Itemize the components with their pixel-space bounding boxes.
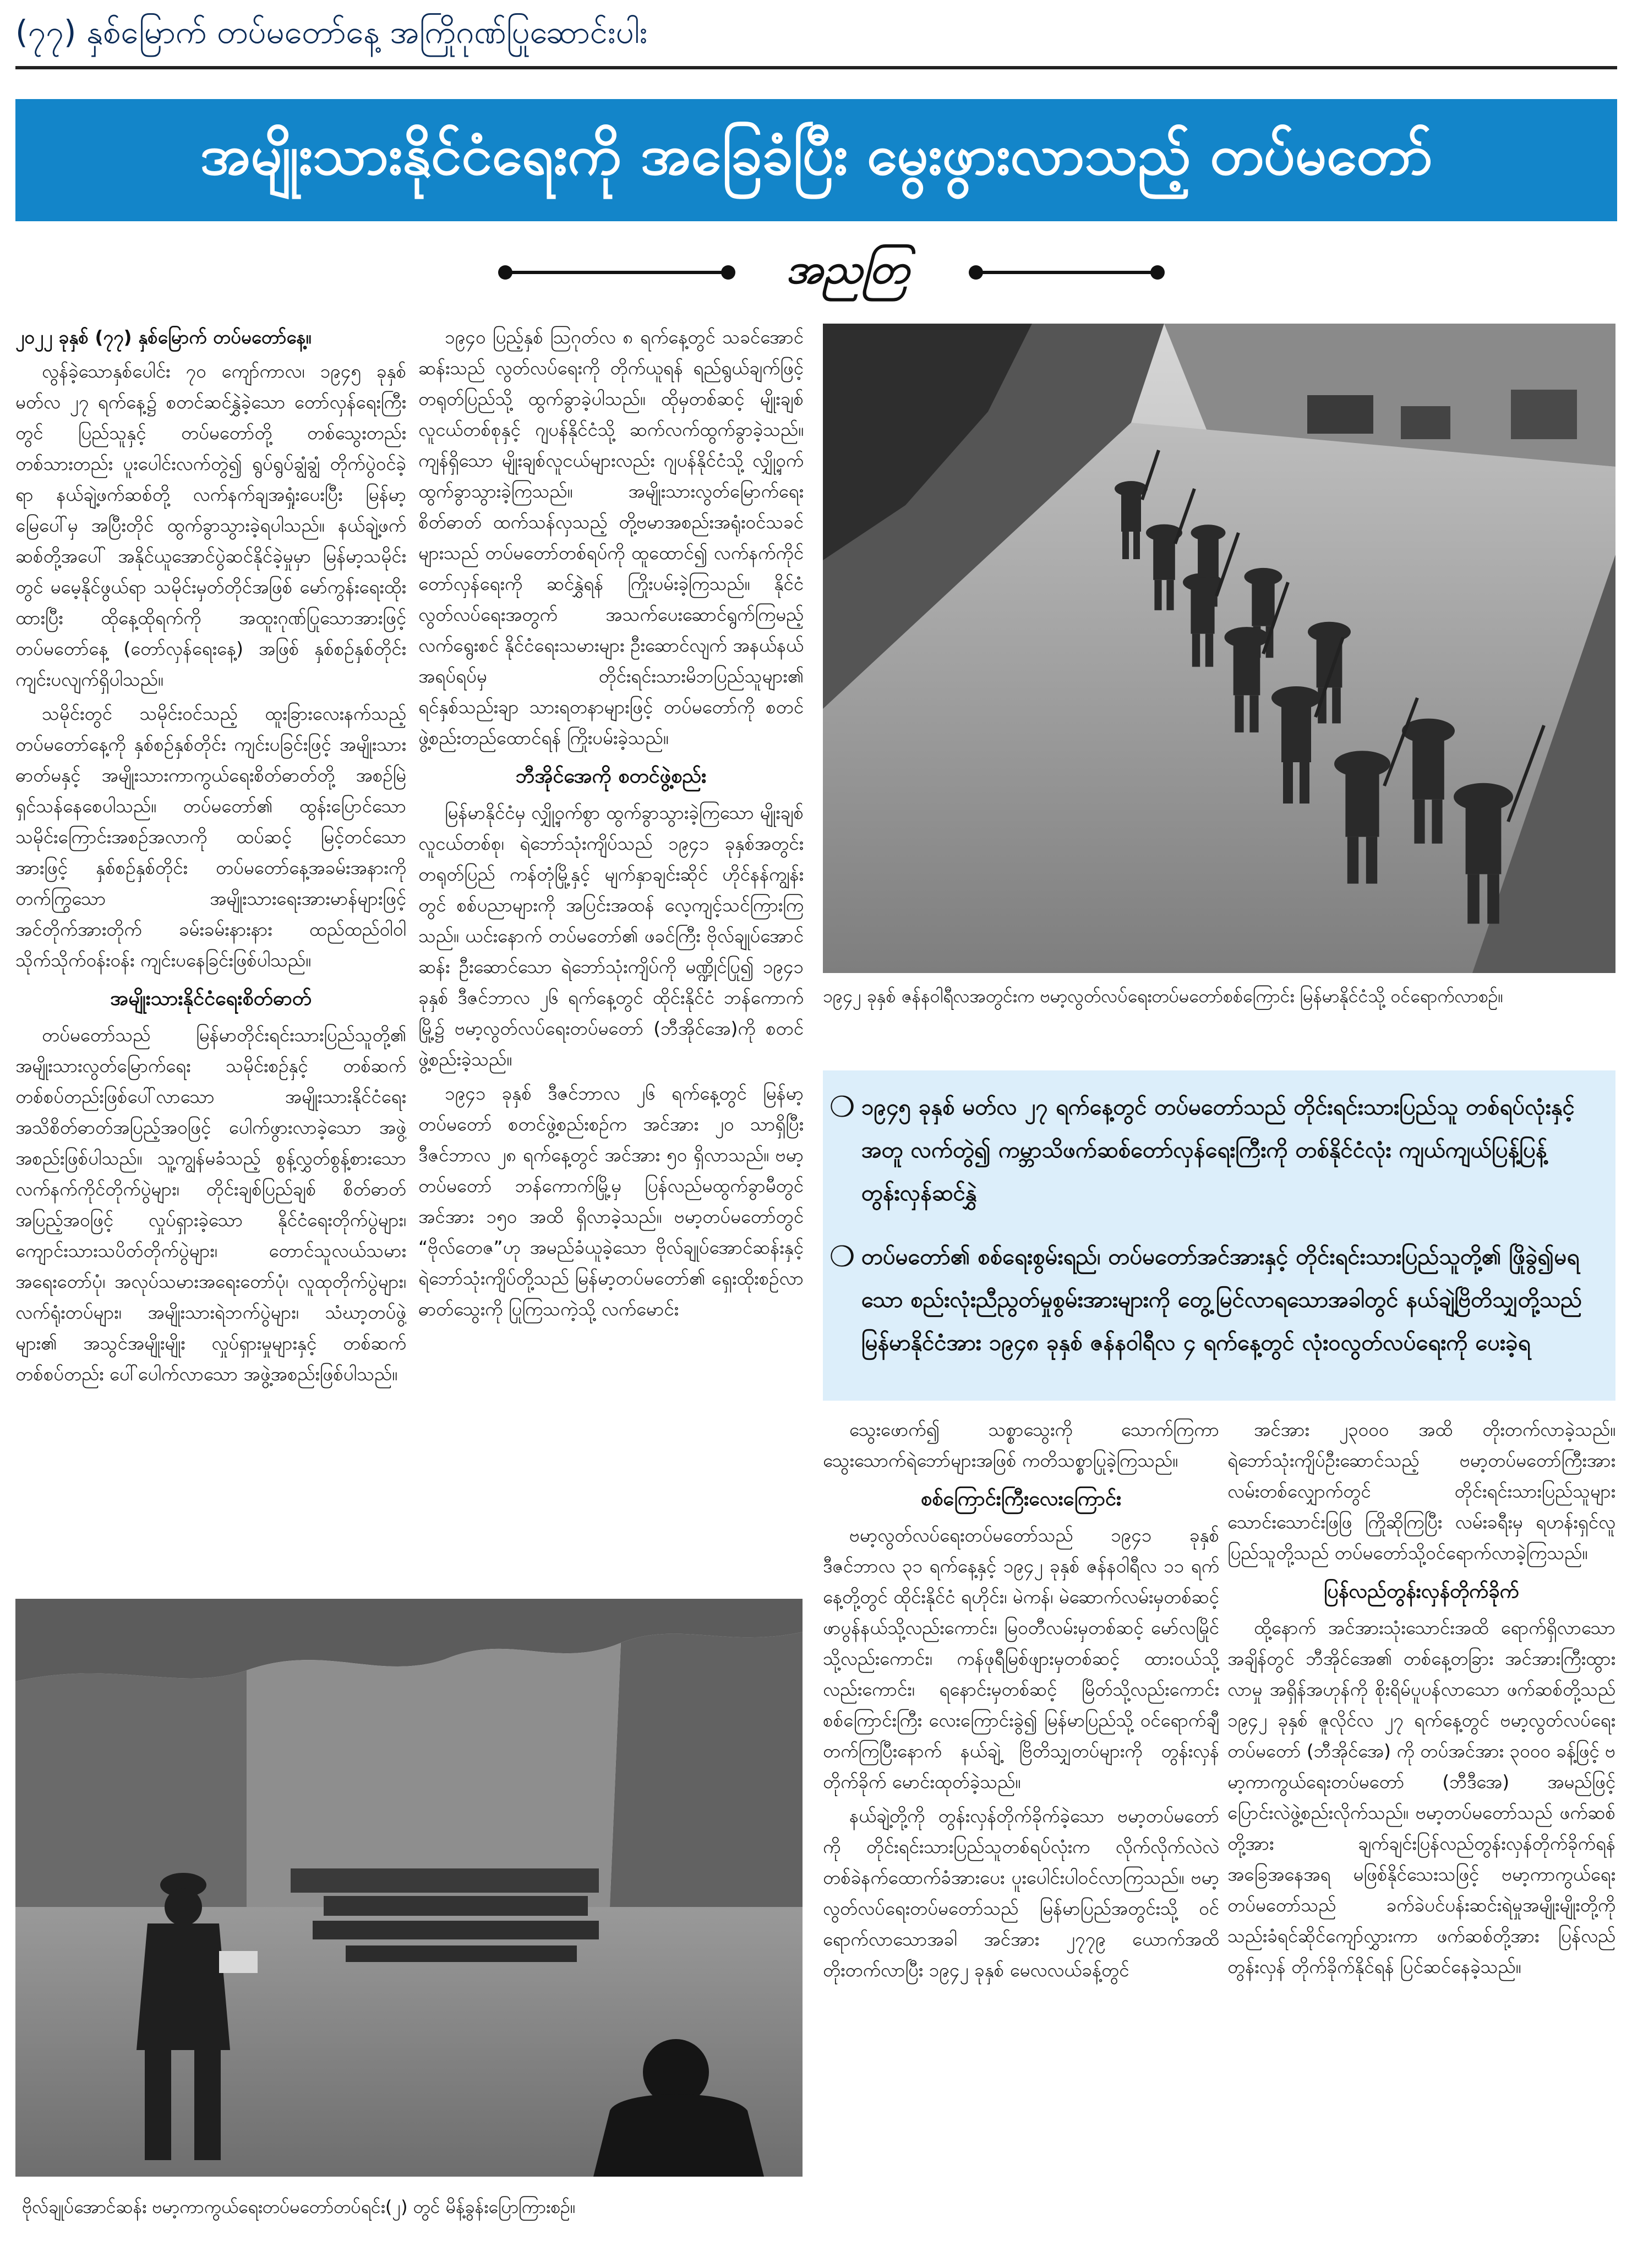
article-column-2 — [418, 322, 804, 1632]
paragraph: အင်အား ၂၃၀၀၀ အထိ တိုးတက်လာခဲ့သည်။ ရဲဘော်သုံးကျိပ်ဦးဆောင်သည့် ဗမာ့တပ်မတော်ကြီးအား လမ်းတစ်လျှောက်တွင် တိုင်းရင်းသားပြည်သူများ သောင်းသောင်းဖြဖြ ကြိုဆိုကြပြီး လမ်းခရီးမှ ရဟန်းရှင်လူ ပြည်သူတို့သည် တပ်မတော်သို့ဝင်ရောက်လာခဲ့ကြသည်။ — [1227, 1419, 1615, 1564]
highlight-text: တပ်မတော်၏ စစ်ရေးစွမ်းရည်၊ တပ်မတော်အင်အားနှင့် တိုင်းရင်းသားပြည်သူတို့၏ ဖြိုခွဲ၍မရသော စည်းလုံးညီညွတ်မှုစွမ်းအားများကို တွေ့မြင်လာရသောအခါတွင် နယ်ချဲ့ဗြိတိသျှတို့သည် မြန်မာနိုင်ငံအား ၁၉၄၈ ခုနှစ် ဇန်နဝါရီလ ၄ ရက်နေ့တွင် လုံးဝလွတ်လပ်ရေးကို ပေးခဲ့ရ — [861, 1244, 1582, 1356]
paragraph: ဗမာ့လွတ်လပ်ရေးတပ်မတော်သည် ၁၉၄၁ ခုနှစ် ဒီဇင်ဘာလ ၃၁ ရက်နေ့နှင့် ၁၉၄၂ ခုနှစ် ဇန်နဝါရီလ ၁၁ ရက်နေ့တို့တွင် ထိုင်းနိုင်ငံ ရဟိုင်း၊ မဲကန်၊ မဲဆောက်လမ်းမှတစ်ဆင့် ဖာပွန်နယ်သို့လည်းကောင်း၊ မြဝတီလမ်းမှတစ်ဆင့် မော်လမြိုင်သို့လည်းကောင်း၊ ကန်ဖုရီမြစ်ဖျားမှတစ်ဆင့် ထားဝယ်သို့လည်းကောင်း၊ ရနောင်းမှတစ်ဆင့် မြိတ်သို့လည်းကောင်း စစ်ကြောင်းကြီး လေးကြောင်းခွဲ၍ မြန်မာပြည်သို့ ဝင်ရောက်ချီတက်ကြပြီးနောက် နယ်ချဲ့ ဗြိတိသျှတပ်များကို တွန်းလှန်တိုက်ခိုက် မောင်းထုတ်ခဲ့သည်။ — [823, 1524, 1219, 1792]
circle-bullet-icon: ❍ — [829, 1240, 855, 1274]
highlight-item — [823, 1236, 1593, 1364]
byline-dot — [721, 265, 735, 280]
headline-banner — [15, 99, 1617, 221]
subheading: ဘီအိုင်အေကို စတင်ဖွဲ့စည်း — [515, 765, 707, 788]
paragraph: ၁၉၄၁ ခုနှစ် ဒီဇင်ဘာလ ၂၆ ရက်နေ့တွင် မြန်မာ့တပ်မတော် စတင်ဖွဲ့စည်းစဉ်က အင်အား ၂၀ သာရှိပြီး ဒီဇင်ဘာလ ၂၈ ရက်နေ့တွင် အင်အား ၅၀ ရှိလာသည်။ ဗမာ့တပ်မတော် ဘန်ကောက်မြို့မှ ပြန်လည်မထွက်ခွာမီတွင် အင်အား ၁၅၀ အထိ ရှိလာခဲ့သည်။ ဗမာ့တပ်မတော်တွင် “ဗိုလ်တေဇ”ဟု အမည်ခံယူခဲ့သော ဗိုလ်ချုပ်အောင်ဆန်းနှင့် ရဲဘော်သုံးကျိပ်တို့သည် မြန်မာ့တပ်မတော်၏ ရှေးထိုးစဉ်လာဓာတ်သွေးကို ပြုကြသကဲ့သို့ လက်မောင်း — [418, 1083, 804, 1320]
paragraph: ၁၉၄၀ ပြည့်နှစ် ဩဂုတ်လ ၈ ရက်နေ့တွင် သခင်အောင်ဆန်းသည် လွတ်လပ်ရေးကို တိုက်ယူရန် ရည်ရွယ်ချက်ဖြင့် တရုတ်ပြည်သို့ ထွက်ခွာခဲ့ပါသည်။ ထိုမှတစ်ဆင့် မျိုးချစ်လူငယ်တစ်စုနှင့် ဂျပန်နိုင်ငံသို့ ဆက်လက်ထွက်ခွာခဲ့သည်။ ကျန်ရှိသော မျိုးချစ်လူငယ်များလည်း ဂျပန်နိုင်ငံသို့ လျှို့ဝှက်ထွက်ခွာသွားခဲ့ကြသည်။ အမျိုးသားလွတ်မြောက်ရေးစိတ်ဓာတ် ထက်သန်လှသည့် တို့ဗမာအစည်းအရုံးဝင်သခင်များသည် တပ်မတော်တစ်ရပ်ကို ထူထောင်၍ လက်နက်ကိုင်တော်လှန်ရေးကို ဆင်နွှဲရန် ကြိုးပမ်းခဲ့ကြသည်။ နိုင်ငံလွတ်လပ်ရေးအတွက် အသက်ပေးဆောင်ရွက်ကြမည့် လက်ရွေးစင် နိုင်ငံရေးသမားများ ဦးဆောင်လျက် အနယ်နယ်အရပ်ရပ်မှ တိုင်းရင်းသားမိဘပြည်သူများ၏ ရင်နှစ်သည်းချာ သားရတနာများဖြင့် တပ်မတော်ကို စတင်ဖွဲ့စည်းတည်ထောင်ရန် ကြိုးပမ်းခဲ့သည်။ — [418, 326, 804, 748]
paragraph: မြန်မာနိုင်ငံမှ လျှို့ဝှက်စွာ ထွက်ခွာသွားခဲ့ကြသော မျိုးချစ်လူငယ်တစ်စု၊ ရဲဘော်သုံးကျိပ်သည် ၁၉၄၁ ခုနှစ်အတွင်း တရုတ်ပြည် ကန်တုံမြို့နှင့် မျက်နှာချင်းဆိုင် ဟိုင်နန်ကျွန်းတွင် စစ်ပညာများကို အပြင်းအထန် လေ့ကျင့်သင်ကြားကြသည်။ ယင်းနောက် တပ်မတော်၏ ဖခင်ကြီး ဗိုလ်ချုပ်အောင်ဆန်း ဦးဆောင်သော ရဲဘော်သုံးကျိပ်ကို မဏ္ဍိုင်ပြု၍ ၁၉၄၁ ခုနှစ် ဒီဇင်ဘာလ ၂၆ ရက်နေ့တွင် ထိုင်းနိုင်ငံ ဘန်ကောက်မြို့၌ ဗမာ့လွတ်လပ်ရေးတပ်မတော် (ဘီအိုင်အေ)ကို စတင်ဖွဲ့စည်းခဲ့သည်။ — [418, 802, 804, 1070]
subheading: အမျိုးသားနိုင်ငံရေးစိတ်ဓာတ် — [110, 987, 312, 1010]
byline-rule — [974, 271, 1156, 274]
photo-caption: ၁၉၄၂ ခုနှစ် ဇန်နဝါရီလအတွင်းက ဗမာ့လွတ်လပ်ရေးတပ်မတော်စစ်ကြောင်း မြန်မာနိုင်ငံသို့ ဝင်ရောက်လာစဉ်။ — [823, 986, 1504, 1007]
article-column-1 — [15, 322, 406, 1577]
byline-dot — [1150, 265, 1165, 280]
paragraph: သမိုင်းတွင် သမိုင်းဝင်သည့် ထူးခြားလေးနက်သည့် တပ်မတော်နေ့ကို နှစ်စဉ်နှစ်တိုင်း ကျင်းပခြင်းဖြင့် အမျိုးသားဓာတ်မနှင့် အမျိုးသားကာကွယ်ရေးစိတ်ဓာတ်တို့ အစဉ်မြဲရှင်သန်နေစေပါသည်။ တပ်မတော်၏ ထွန်းပြောင်သော သမိုင်းကြောင်းအစဉ်အလာကို ထပ်ဆင့် မြင့်တင်သောအားဖြင့် နှစ်စဉ်နှစ်တိုင်း တပ်မတော်နေ့အခမ်းအနားကို တက်ကြွသော အမျိုးသားရေးအားမာန်များဖြင့် အင်တိုက်အားတိုက် ခမ်းခမ်းနားနား ထည်ထည်ဝါဝါ သိုက်သိုက်ဝန်းဝန်း ကျင်းပနေခြင်းဖြစ်ပါသည်။ — [15, 703, 406, 971]
speech-photo — [15, 1599, 803, 2177]
paragraph: ထို့နောက် အင်အားသုံးသောင်းအထိ ရောက်ရှိလာသောအချိန်တွင် ဘီအိုင်အေ၏ တစ်နေ့တခြား အင်အားကြီးထွားလာမှု အရှိန်အဟုန်ကို စိုးရိမ်ပူပန်လာသော ဖက်ဆစ်တို့သည် ၁၉၄၂ ခုနှစ် ဇူလိုင်လ ၂၇ ရက်နေ့တွင် ဗမာ့လွတ်လပ်ရေးတပ်မတော် (ဘီအိုင်အေ) ကို တပ်အင်အား ၃၀၀၀ ခန့်ဖြင့် ဗမာ့ကာကွယ်ရေးတပ်မတော် (ဘီဒီအေ) အမည်ဖြင့် ပြောင်းလဲဖွဲ့စည်းလိုက်သည်။ ဗမာ့တပ်မတော်သည် ဖက်ဆစ်တို့အား ချက်ချင်းပြန်လည်တွန်းလှန်တိုက်ခိုက်ရန် အခြေအနေအရ မဖြစ်နိုင်သေးသဖြင့် ဗမာ့ကာကွယ်ရေး တပ်မတော်သည် ခက်ခဲပင်ပန်းဆင်းရဲမှုအမျိုးမျိုးတို့ကို သည်းခံရင်ဆိုင်ကျော်လွှားကာ ဖက်ဆစ်တို့အား ပြန်လည်တွန်းလှန် တိုက်ခိုက်နိုင်ရန် ပြင်ဆင်နေခဲ့သည်။ — [1227, 1617, 1615, 1977]
article-column-4 — [1227, 1414, 1615, 2229]
headline: အမျိုးသားနိုင်ငံရေးကို အခြေခံပြီး မွေးဖွားလာသည့် တပ်မတော် — [200, 123, 1433, 187]
series-label: (၇၇) နှစ်မြောက် တပ်မတော်နေ့ အကြိုဂုဏ်ပြုဆောင်းပါး — [15, 13, 648, 51]
paragraph: နယ်ချဲ့တို့ကို တွန်းလှန်တိုက်ခိုက်ခဲ့သော ဗမာ့တပ်မတော်ကို တိုင်းရင်းသားပြည်သူတစ်ရပ်လုံးက လိုက်လိုက်လဲလဲ တစ်ခဲနက်ထောက်ခံအားပေး ပူးပေါင်းပါဝင်လာကြသည်။ ဗမာ့လွတ်လပ်ရေးတပ်မတော်သည် မြန်မာပြည်အတွင်းသို့ ဝင်ရောက်လာသောအခါ အင်အား ၂၇၇၉ ယောက်အထိ တိုးတက်လာပြီး ၁၉၄၂ ခုနှစ် မေလလယ်ခန့်တွင် — [823, 1805, 1219, 1981]
marching-troops-photo — [823, 324, 1615, 973]
highlight-box — [823, 1070, 1615, 1401]
highlight-item — [823, 1086, 1593, 1215]
circle-bullet-icon: ❍ — [829, 1091, 855, 1124]
paragraph: တပ်မတော်သည် မြန်မာတိုင်းရင်းသားပြည်သူတို့၏ အမျိုးသားလွတ်မြောက်ရေး သမိုင်းစဉ်နှင့် တစ်ဆက်တစ်စပ်တည်းဖြစ်ပေါ်လာသော အမျိုးသားနိုင်ငံရေး အသိစိတ်ဓာတ်အပြည့်အဝဖြင့် ပေါက်ဖွားလာခဲ့သော အဖွဲ့အစည်းဖြစ်ပါသည်။ သူ့ကျွန်မခံသည့် စွန့်လွှတ်စွန့်စားသော လက်နက်ကိုင်တိုက်ပွဲများ၊ တိုင်းချစ်ပြည်ချစ် စိတ်ဓာတ်အပြည့်အဝဖြင့် လှုပ်ရှားခဲ့သော နိုင်ငံရေးတိုက်ပွဲများ၊ ကျောင်းသားသပိတ်တိုက်ပွဲများ၊ တောင်သူလယ်သမားအရေးတော်ပုံ၊ အလုပ်သမားအရေးတော်ပုံ၊ လူထုတိုက်ပွဲများ၊ လက်ရုံးတပ်များ၊ အမျိုးသားရဲဘက်ပွဲများ၊ သံဃာ့တပ်ဖွဲ့များ၏ အသွင်အမျိုးမျိုး လှုပ်ရှားမှုများနှင့် တစ်ဆက်တစ်စပ်တည်း ပေါ်ပေါက်လာသော အဖွဲ့အစည်းဖြစ်ပါသည်။ — [15, 1024, 406, 1385]
paragraph: သွေးဖောက်၍ သစ္စာသွေးကို သောက်ကြကာ သွေးသောက်ရဲဘော်များအဖြစ် ကတိသစ္စာပြုခဲ့ကြသည်။ — [823, 1419, 1219, 1471]
article-column-3 — [823, 1414, 1219, 2229]
paragraph: လွန်ခဲ့သောနှစ်ပေါင်း ၇၀ ကျော်ကာလ၊ ၁၉၄၅ ခုနှစ် မတ်လ ၂၇ ရက်နေ့၌ စတင်ဆင်နွှဲခဲ့သော တော်လှန်ရေးကြီးတွင် ပြည်သူနှင့် တပ်မတော်တို့ တစ်သွေးတည်း တစ်သားတည်း ပူးပေါင်းလက်တွဲ၍ ရွပ်ရွပ်ချွံချွံ တိုက်ပွဲဝင်ခဲ့ရာ နယ်ချဲ့ဖက်ဆစ်တို့ လက်နက်ချအရှုံးပေးပြီး မြန်မာ့မြေပေါ်မှ အပြီးတိုင် ထွက်ခွာသွားခဲ့ရပါသည်။ နယ်ချဲ့ဖက်ဆစ်တို့အပေါ် အနိုင်ယူအောင်ပွဲဆင်နိုင်ခဲ့မှုမှာ မြန်မာ့သမိုင်းတွင် မမေ့နိုင်ဖွယ်ရာ သမိုင်းမှတ်တိုင်အဖြစ် မော်ကွန်းရေးထိုးထားပြီး ထိုနေ့ထိုရက်ကို အထူးဂုဏ်ပြုသောအားဖြင့် တပ်မတော်နေ့ (တော်လှန်ရေးနေ့) အဖြစ် နှစ်စဉ်နှစ်တိုင်း ကျင်းပလျက်ရှိပါသည်။ — [15, 360, 406, 690]
byline-rule — [506, 271, 727, 274]
subheading: စစ်ကြောင်းကြီးလေးကြောင်း — [920, 1488, 1122, 1510]
highlight-text: ၁၉၄၅ ခုနှစ် မတ်လ ၂၇ ရက်နေ့တွင် တပ်မတော်သည် တိုင်းရင်းသားပြည်သူ တစ်ရပ်လုံးနှင့်အတူ လက်တွဲ၍ ကမ္ဘာသိဖက်ဆစ်တော်လှန်ရေးကြီးကို တစ်နိုင်ငံလုံး ကျယ်ကျယ်ပြန့်ပြန့် တွန်းလှန်ဆင်နွှဲ — [861, 1095, 1575, 1206]
subheading: ပြန်လည်တွန်းလှန်တိုက်ခိုက် — [1324, 1580, 1519, 1603]
photo-caption: ဗိုလ်ချုပ်အောင်ဆန်း ဗမာ့ကာကွယ်ရေးတပ်မတော်တပ်ရင်း(၂) တွင် မိန့်ခွန်းပြောကြားစဉ်။ — [22, 2196, 576, 2217]
top-rule — [15, 66, 1617, 69]
byline: အညတြ — [786, 245, 909, 293]
lead-paragraph: ၂၀၂၂ ခုနှစ် (၇၇) နှစ်မြောက် တပ်မတော်နေ့။ — [15, 326, 312, 348]
